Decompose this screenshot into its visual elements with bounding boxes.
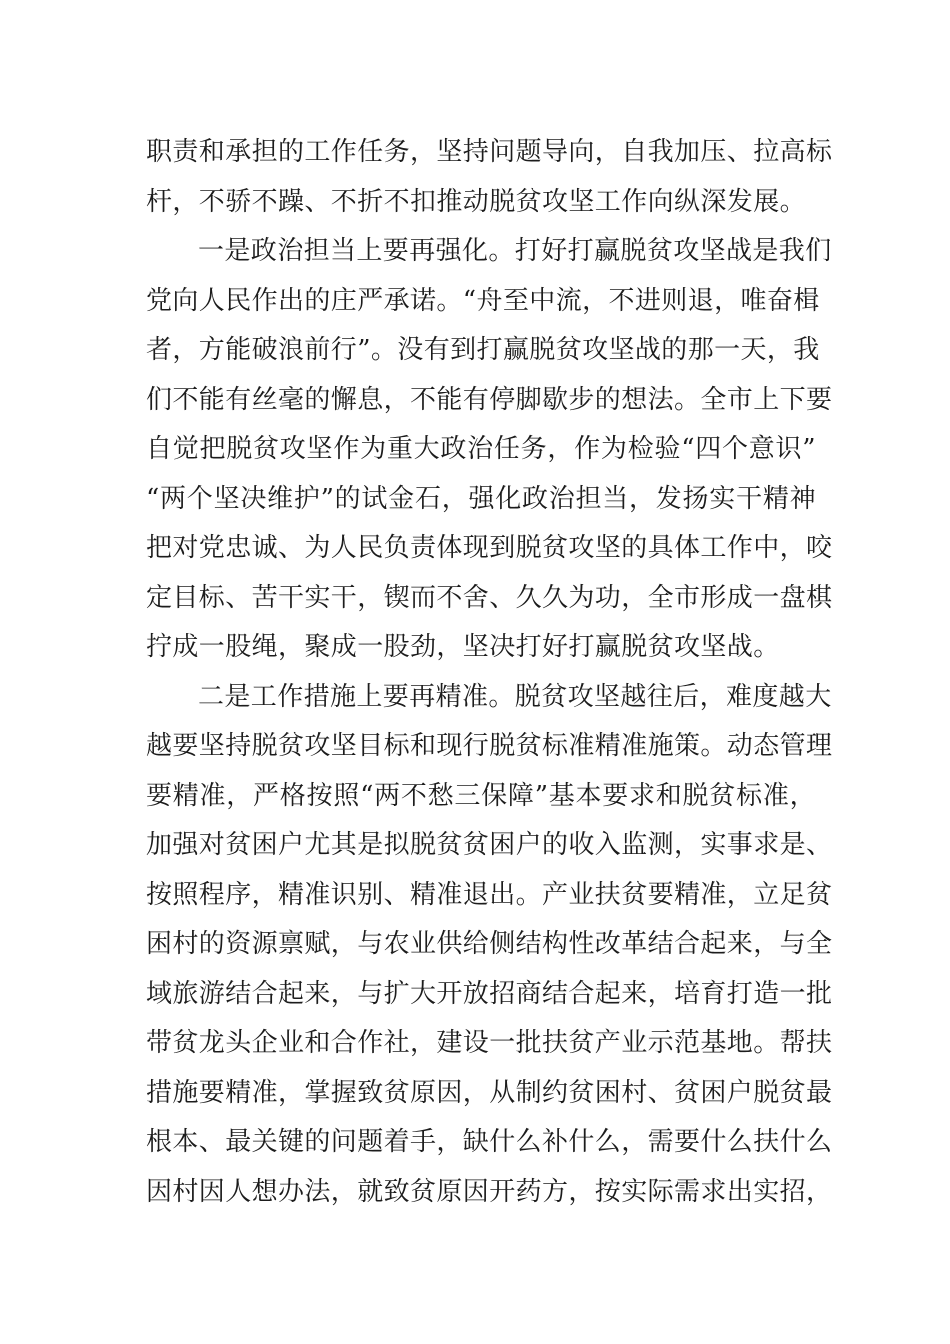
text-line: 根本、最关键的问题着手，缺什么补什么，需要什么扶什么 [146,1127,833,1157]
text-line: 把对党忠诚、为人民负责体现到脱贫攻坚的具体工作中，咬 [146,533,833,563]
text-line: 按照程序，精准识别、精准退出。产业扶贫要精准，立足贫 [146,880,833,910]
text-line: 职责和承担的工作任务，坚持问题导向，自我加压、拉高标 [146,137,833,167]
text-line: 定目标、苦干实干，锲而不舍、久久为功，全市形成一盘棋 [146,583,833,613]
text-line: 困村的资源禀赋，与农业供给侧结构性改革结合起来，与全 [146,929,833,959]
text-line: 要精准，严格按照“两不愁三保障”基本要求和脱贫标准， [146,781,816,811]
paragraph-start-line: 二是工作措施上要再精准。脱贫攻坚越往后，难度越大 [198,682,832,712]
text-line: 者，方能破浪前行”。没有到打赢脱贫攻坚战的那一天，我 [146,335,820,365]
text-line: 因村因人想办法，就致贫原因开药方，按实际需求出实招， [146,1177,833,1207]
text-line: 加强对贫困户尤其是拟脱贫贫困户的收入监测，实事求是、 [146,830,833,860]
text-line: 党向人民作出的庄严承诺。“舟至中流，不进则退，唯奋楫 [146,286,820,316]
text-line: 措施要精准，掌握致贫原因，从制约贫困村、贫困户脱贫最 [146,1078,833,1108]
text-line: 越要坚持脱贫攻坚目标和现行脱贫标准精准施策。动态管理 [146,731,833,761]
text-line: 带贫龙头企业和合作社，建设一批扶贫产业示范基地。帮扶 [146,1028,833,1058]
text-line: “两个坚决维护”的试金石，强化政治担当，发扬实干精神 [146,484,816,514]
text-line: 杆，不骄不躁、不折不扣推动脱贫攻坚工作向纵深发展。 [146,187,807,217]
text-line: 拧成一股绳，聚成一股劲，坚决打好打赢脱贫攻坚战。 [146,632,780,662]
text-line: 自觉把脱贫攻坚作为重大政治任务，作为检验“四个意识” [146,434,816,464]
paragraph-start-line: 一是政治担当上要再强化。打好打赢脱贫攻坚战是我们 [198,236,832,266]
text-line: 域旅游结合起来，与扩大开放招商结合起来，培育打造一批 [146,979,833,1009]
text-line: 们不能有丝毫的懈息，不能有停脚歇步的想法。全市上下要 [146,385,833,415]
